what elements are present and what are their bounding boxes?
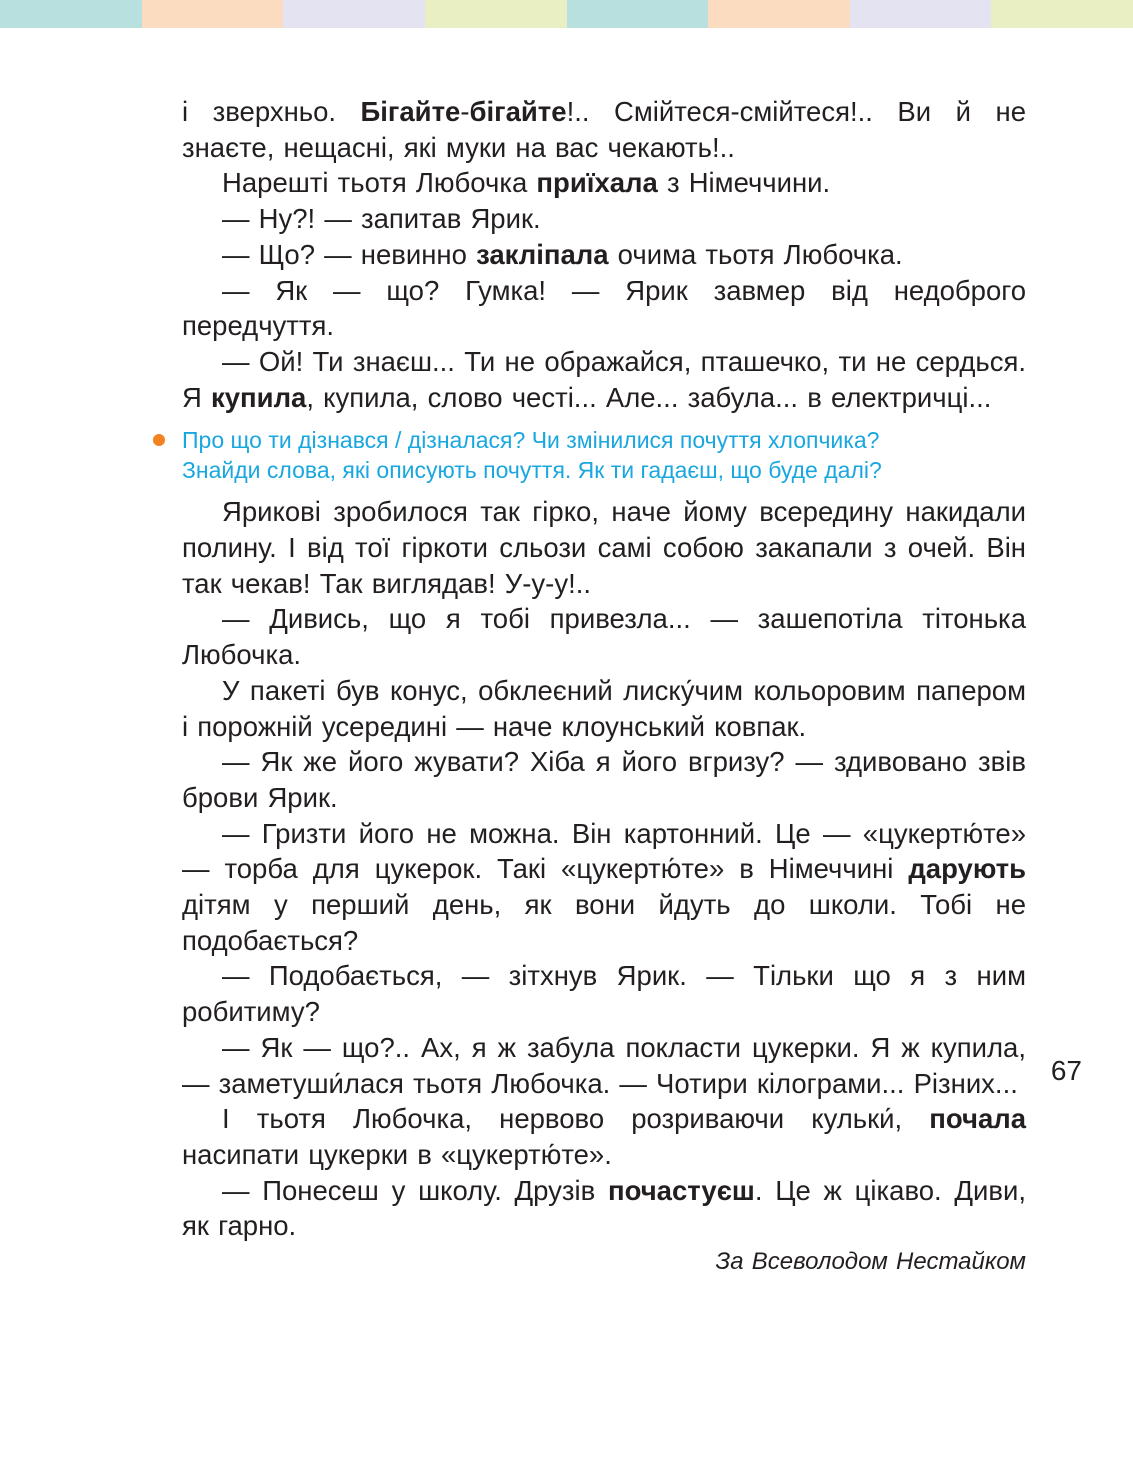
- paragraph: — Ой! Ти знаєш... Ти не ображайся, пташечко, ти не сердься. Я купила, купила, слово честі... Але... забула... в електричці...: [182, 345, 1026, 413]
- paragraph: — Подобається, — зітхнув Ярик. — Тільки що я з ним робитиму?: [182, 960, 1026, 1028]
- highlighted-word: дарують: [908, 853, 1026, 885]
- paragraph: — Як же його жувати? Хіба я його вгризу? — здивовано звів брови Ярик.: [182, 746, 1026, 813]
- highlighted-word: Бігайте: [360, 96, 461, 127]
- paragraph: — Ну?! — запитав Ярик.: [222, 203, 541, 235]
- paragraph: — Що? — невинно закліпала очима тьотя Любочка.: [222, 238, 903, 270]
- color-bar-segment: [850, 0, 992, 28]
- question-line: Про що ти дізнався / дізналася? Чи змінилися почуття хлопчика?: [182, 427, 880, 454]
- paragraph: — Як — що? Гумка! — Ярик завмер від недоброго передчуття.: [182, 274, 1026, 342]
- paragraph: — Як — що?.. Ах, я ж забула покласти цукерки. Я ж купила, — заметуши́лася тьотя Любочка. — Чотири кілограми... Різних...: [182, 1031, 1026, 1099]
- paragraph: І тьотя Любочка, нервово розриваючи кульки́, почала насипати цукерки в «цукертю́те».: [182, 1103, 1026, 1170]
- page-number: 67: [1050, 1055, 1082, 1086]
- highlighted-word: почала: [929, 1103, 1026, 1135]
- paragraph: У пакеті був конус, обклеєний лиску́чим кольоровим папером і порожній усередині — наче клоунський ковпак.: [182, 674, 1026, 742]
- highlighted-word: почастуєш: [607, 1174, 755, 1206]
- author-attribution: За Всеволодом Нестайком: [715, 1248, 1026, 1276]
- paragraph: — Дивись, що я тобі привезла... — зашепотіла тітонька Любочка.: [182, 603, 1026, 671]
- bullet-icon: [153, 434, 165, 446]
- comprehension-question: [182, 425, 1026, 485]
- paragraph: — Гризти його не можна. Він картонний. Це — «цукертю́те» — торба для цукерок. Такі «цукертю́те» в Німеччині дарують дітям у перший день, як вони йдуть до школи. Тобі не подобається?: [182, 817, 1026, 956]
- question-line: Знайди слова, які описують почуття. Як ти гадаєш, що буде далі?: [182, 457, 882, 484]
- color-bar-segment: [991, 0, 1133, 28]
- color-bar-segment: [0, 0, 142, 28]
- paragraph: і зверхньо. Бігайте-бігайте!.. Смійтеся-смійтеся!.. Ви й не знаєте, нещасні, які муки на вас чекають!..: [182, 96, 1026, 163]
- color-bar-segment: [283, 0, 425, 28]
- highlighted-word: бігайте: [469, 96, 567, 127]
- color-bar-segment: [567, 0, 709, 28]
- decorative-color-bar: [0, 0, 1133, 28]
- story-text: [182, 94, 1026, 1278]
- paragraph: Нарешті тьотя Любочка приїхала з Німеччини.: [222, 167, 831, 199]
- highlighted-word: приїхала: [536, 167, 658, 199]
- highlighted-word: закліпала: [476, 238, 609, 270]
- color-bar-segment: [708, 0, 850, 28]
- paragraph: — Понесеш у школу. Друзів почастуєш. Це ж цікаво. Диви, як гарно.: [182, 1174, 1027, 1242]
- color-bar-segment: [425, 0, 567, 28]
- highlighted-word: купила: [211, 381, 307, 413]
- paragraph: Ярикові зробилося так гірко, наче йому всередину накидали полину. І від тої гіркоти сльози самі собою закапали з очей. Він так чекав! Так виглядав! У-у-у!..: [182, 496, 1026, 599]
- color-bar-segment: [142, 0, 284, 28]
